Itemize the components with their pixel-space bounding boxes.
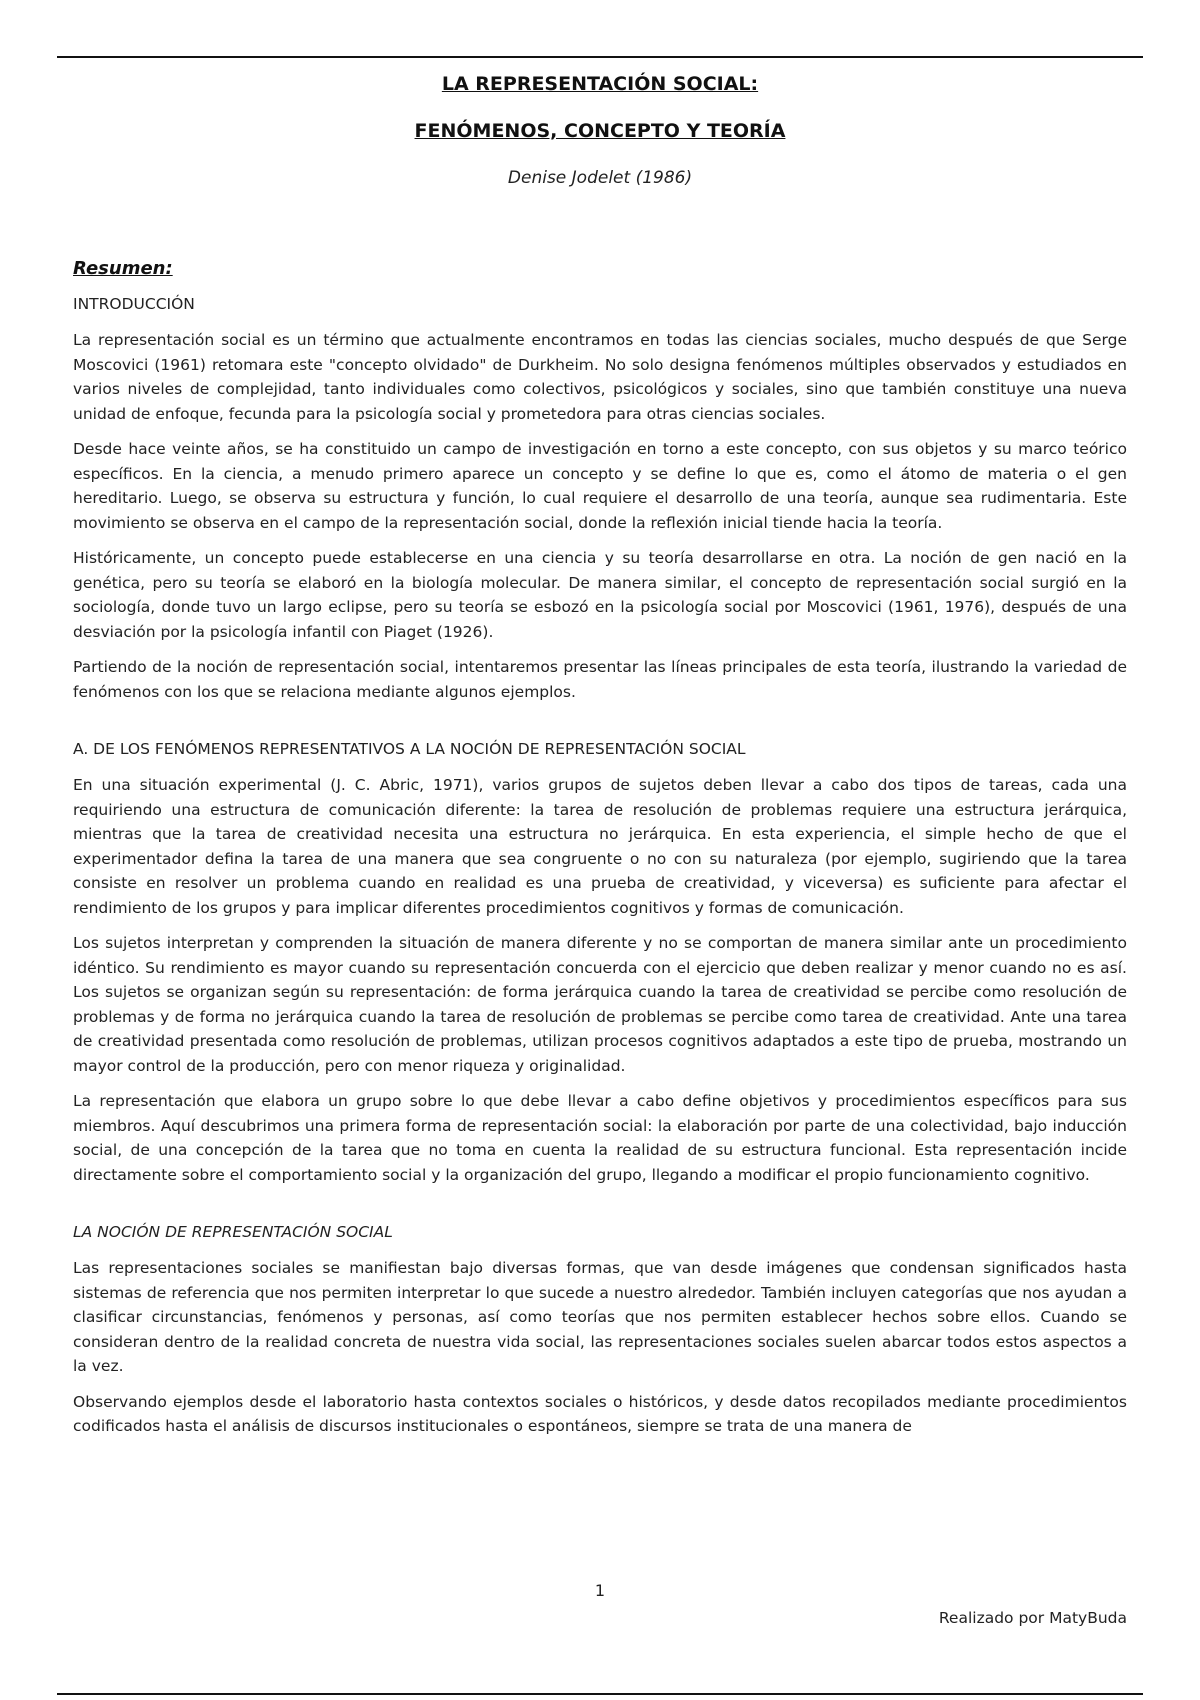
section-a: A. DE LOS FENÓMENOS REPRESENTATIVOS A LA NOCIÓN DE REPRESENTACIÓN SOCIAL (73, 740, 746, 758)
paragraph: En una situación experimental (J. C. Abric, 1971), varios grupos de sujetos deben llevar a cabo dos tipos de tareas, cada una requiriendo una estructura de comunicación diferente: la tarea de resolución de problemas requiere una estructura jerárquica, mientras que la tarea de creatividad necesita una estructura no jerárquica. En esta experiencia, el simple hecho de que el experimentador defina la tarea de una manera que sea congruente o no con su naturaleza (por ejemplo, sugiriendo que la tarea consiste en resolver un problema cuando en realidad es una prueba de creatividad, y viceversa) es suficiente para afectar el rendimiento de los grupos y para implicar diferentes procedimientos cognitivos y formas de comunicación. (73, 776, 1127, 917)
title-line-2: FENÓMENOS, CONCEPTO Y TEORÍA (414, 120, 786, 142)
paragraph: Históricamente, un concepto puede establecerse en una ciencia y su teoría desarrollarse en otra. La noción de gen nació en la genética, pero su teoría se elaboró en la biología molecular. De manera similar, el concepto de representación social surgió en la sociología, donde tuvo un largo eclipse, pero su teoría se esbozó en la psicología social por Moscovici (1961, 1976), después de una desviación por la psicología infantil con Piaget (1926). (73, 549, 1127, 641)
section-introduccion: INTRODUCCIÓN (73, 295, 195, 313)
resumen-label: Resumen: (73, 258, 173, 279)
section-nocion: LA NOCIÓN DE REPRESENTACIÓN SOCIAL (73, 1223, 393, 1241)
paragraph: Las representaciones sociales se manifiestan bajo diversas formas, que van desde imágenes que condensan significados hasta sistemas de referencia que nos permiten interpretar lo que sucede a nuestro alrededor. También incluyen categorías que nos ayudan a clasificar circunstancias, fenómenos y personas, así como teorías que nos permiten establecer hechos sobre ellos. Cuando se consideran dentro de la realidad concreta de nuestra vida social, las representaciones sociales suelen abarcar todos estos aspectos a la vez. (73, 1259, 1127, 1375)
paragraph: Observando ejemplos desde el laboratorio hasta contextos sociales o históricos, y desde datos recopilados mediante procedimientos codificados hasta el análisis de discursos institucionales o espontáneos, siempre se trata de una manera de (73, 1392, 1127, 1435)
paragraph: Partiendo de la noción de representación social, intentaremos presentar las líneas principales de esta teoría, ilustrando la variedad de fenómenos con los que se relaciona mediante algunos ejemplos. (73, 658, 1127, 701)
page-number: 1 (594, 1581, 606, 1600)
bottom-rule (57, 1693, 1143, 1695)
paragraph: Los sujetos interpretan y comprenden la situación de manera diferente y no se comportan de manera similar ante un procedimiento idéntico. Su rendimiento es mayor cuando su representación concuerda con el ejercicio que deben realizar y menor cuando no es así. Los sujetos se organizan según su representación: de forma jerárquica cuando la tarea de creatividad se percibe como resolución de problemas y de forma no jerárquica cuando la tarea de resolución de problemas se percibe como tarea de creatividad. Ante una tarea de creatividad presentada como resolución de problemas, utilizan procesos cognitivos adaptados a este tipo de prueba, mostrando un mayor control de la producción, pero con menor riqueza y originalidad. (73, 934, 1127, 1075)
paragraph: La representación que elabora un grupo sobre lo que debe llevar a cabo define objetivos y procedimientos específicos para sus miembros. Aquí descubrimos una primera forma de representación social: la elaboración por parte de una colectividad, bajo inducción social, de una concepción de la tarea que no toma en cuenta la realidad de su estructura funcional. Esta representación incide directamente sobre el comportamiento social y la organización del grupo, llegando a modificar el propio funcionamiento cognitivo. (73, 1092, 1127, 1184)
document-page (73, 72, 1127, 1450)
top-rule (57, 56, 1143, 58)
author: Denise Jodelet (1986) (507, 168, 693, 188)
paragraph: La representación social es un término que actualmente encontramos en todas las ciencias sociales, mucho después de que Serge Moscovici (1961) retomara este "concepto olvidado" de Durkheim. No solo designa fenómenos múltiples observados y estudiados en varios niveles de complejidad, tanto individuales como colectivos, psicológicos y sociales, sino que también constituye una nueva unidad de enfoque, fecunda para la psicología social y prometedora para otras ciencias sociales. (73, 331, 1127, 423)
title-line-1: LA REPRESENTACIÓN SOCIAL: (441, 73, 759, 95)
paragraph: Desde hace veinte años, se ha constituido un campo de investigación en torno a este concepto, con sus objetos y su marco teórico específicos. En la ciencia, a menudo primero aparece un concepto y se define lo que es, como el átomo de materia o el gen hereditario. Luego, se observa su estructura y función, lo cual requiere el desarrollo de una teoría, aunque sea rudimentaria. Este movimiento se observa en el campo de la representación social, donde la reflexión inicial tiende hacia la teoría. (73, 440, 1127, 532)
footer-credit: Realizado por MatyBuda (938, 1609, 1127, 1627)
